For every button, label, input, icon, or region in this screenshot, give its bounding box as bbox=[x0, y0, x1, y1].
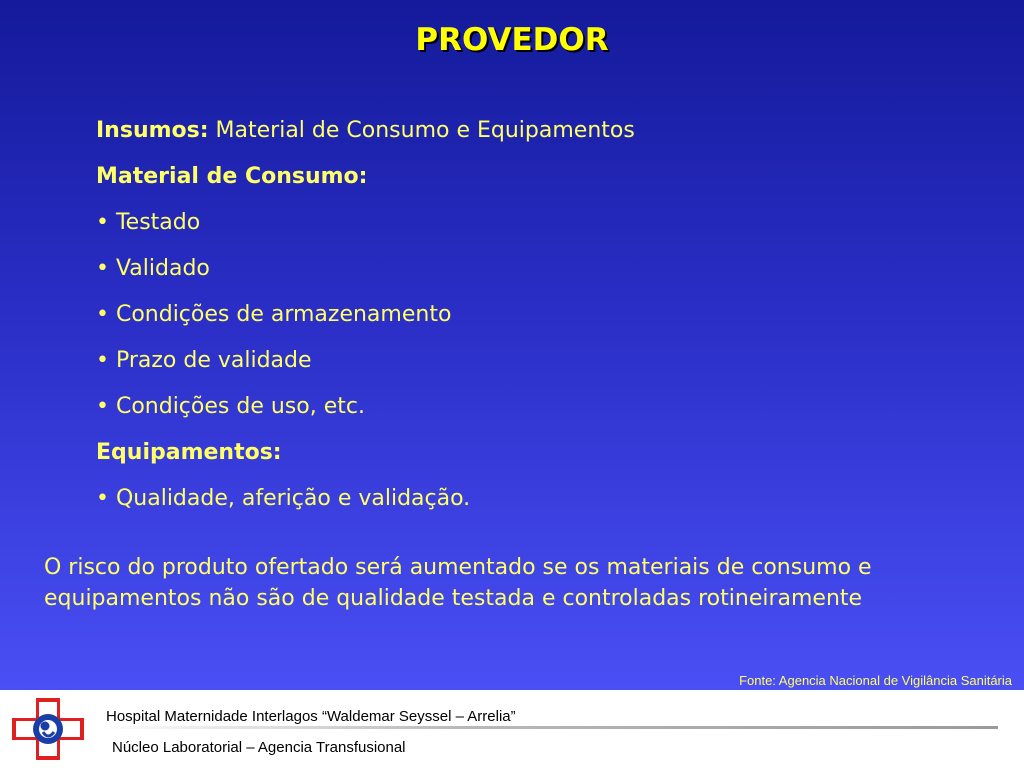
slide-content bbox=[96, 108, 996, 522]
list-item: • Condições de uso, etc. bbox=[96, 394, 365, 419]
material-consumo-heading: Material de Consumo: bbox=[96, 164, 368, 189]
list-item: • Testado bbox=[96, 210, 201, 235]
list-item: • Prazo de validade bbox=[96, 348, 312, 373]
footer bbox=[0, 690, 1024, 768]
list-item: • Qualidade, aferição e validação. bbox=[96, 486, 471, 511]
insumos-label: Insumos: bbox=[96, 118, 209, 143]
slide-title: PROVEDOR bbox=[415, 22, 609, 58]
footer-department: Núcleo Laboratorial – Agencia Transfusional bbox=[112, 739, 406, 756]
footer-hospital-name: Hospital Maternidade Interlagos “Waldemar Seyssel – Arrelia” bbox=[106, 708, 516, 725]
source-note: Fonte: Agencia Nacional de Vigilância Sanitária bbox=[739, 673, 1012, 688]
equipamentos-heading: Equipamentos: bbox=[96, 440, 282, 465]
footer-divider bbox=[98, 726, 998, 729]
risk-statement: O risco do produto ofertado será aumentado se os materiais de consumo e equipamentos não são de qualidade testada e controladas rotineiramente bbox=[44, 555, 872, 611]
hospital-cross-logo-icon bbox=[10, 696, 86, 762]
insumos-text: Material de Consumo e Equipamentos bbox=[208, 118, 635, 143]
insumos-line bbox=[96, 108, 996, 154]
list-item: • Validado bbox=[96, 256, 210, 281]
list-item: • Condições de armazenamento bbox=[96, 302, 452, 327]
